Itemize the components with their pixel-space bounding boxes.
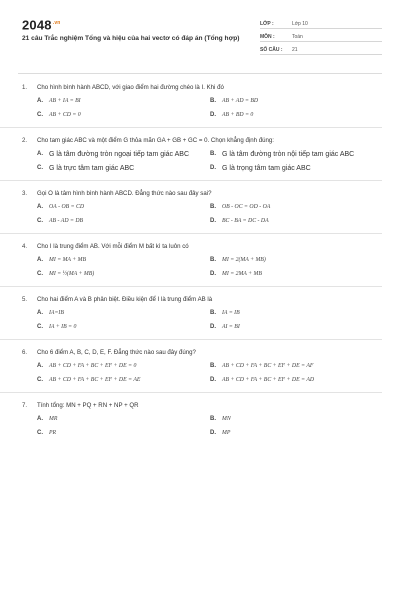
option-text: MR: [49, 416, 58, 422]
option-label: D.: [210, 218, 216, 224]
question-number: 4.: [22, 242, 28, 250]
option-text: G là tâm đường tròn ngoại tiếp tam giác ABC: [49, 150, 190, 158]
option-label: B.: [210, 363, 216, 369]
answer-option-b[interactable]: [210, 200, 383, 214]
option-label: D.: [210, 165, 216, 171]
option-label: D.: [210, 112, 216, 118]
option-label: C.: [37, 271, 43, 277]
answer-option-b[interactable]: [210, 147, 383, 161]
option-text: MI = MA + MB: [49, 257, 87, 263]
question-stem: [22, 239, 382, 253]
question-3: [22, 186, 382, 228]
question-7: [22, 398, 382, 440]
meta-key: LỚP :: [260, 21, 274, 27]
question-divider: [0, 127, 382, 128]
option-label: D.: [210, 377, 216, 383]
site-logo[interactable]: [22, 16, 254, 32]
meta-row-subject: [260, 29, 382, 42]
option-label: D.: [210, 430, 216, 436]
option-label: A.: [37, 363, 43, 369]
question-stem: [22, 398, 382, 412]
document-title: 21 câu Trắc nghiệm Tổng và hiệu của hai vectơ có đáp án (Tổng hợp): [22, 35, 240, 43]
option-label: B.: [210, 98, 216, 104]
answer-option-a[interactable]: [37, 306, 210, 320]
option-label: C.: [37, 377, 43, 383]
question-number: 1.: [22, 83, 28, 91]
header-divider: [18, 73, 382, 74]
option-label: C.: [37, 218, 43, 224]
document-meta: [260, 16, 382, 70]
option-text: MI = 2MA + MB: [222, 271, 262, 277]
option-text: AB + BD = 0: [222, 112, 254, 118]
answer-option-d[interactable]: [210, 214, 383, 228]
answer-option-a[interactable]: [37, 412, 210, 426]
question-divider: [0, 392, 382, 393]
option-text: OA - OB = CD: [49, 204, 85, 210]
option-label: C.: [37, 112, 43, 118]
answer-option-b[interactable]: [210, 412, 383, 426]
option-text: IA + IB = 0: [49, 324, 77, 330]
answer-options: [37, 94, 382, 122]
option-label: A.: [37, 257, 43, 263]
option-label: C.: [37, 430, 43, 436]
option-text: AB - AD = DB: [49, 218, 84, 224]
option-text: OB - OC = OD - OA: [222, 204, 271, 210]
option-text: AB + CD + FA + BC + EF + DE = AF: [222, 363, 314, 369]
option-text: BC - BA = DC - DA: [222, 218, 269, 224]
question-text: Tính tổng: MN + PQ + RN + NP + QR: [37, 401, 139, 409]
meta-value: 21: [292, 47, 298, 53]
option-label: A.: [37, 98, 43, 104]
question-6: [22, 345, 382, 387]
question-stem: [22, 186, 382, 200]
answer-option-d[interactable]: [210, 320, 383, 334]
answer-option-b[interactable]: [210, 253, 383, 267]
option-label: A.: [37, 151, 43, 157]
question-number: 2.: [22, 136, 28, 144]
question-4: [22, 239, 382, 281]
option-label: A.: [37, 204, 43, 210]
meta-value: Toán: [292, 34, 303, 40]
option-text: G là trực tâm tam giác ABC: [49, 164, 135, 172]
question-stem: [22, 133, 382, 147]
answer-option-d[interactable]: [210, 161, 383, 175]
answer-option-c[interactable]: [37, 214, 210, 228]
question-text: Cho 6 điểm A, B, C, D, E, F. Đẳng thức nào sau đây đúng?: [37, 348, 196, 356]
question-divider: [0, 233, 382, 234]
option-label: B.: [210, 416, 216, 422]
answer-option-c[interactable]: [37, 373, 210, 387]
option-label: B.: [210, 257, 216, 263]
meta-key: MÔN :: [260, 34, 275, 40]
question-text: Cho hình bình hành ABCD, với giao điểm hai đường chéo là I. Khi đó: [37, 83, 224, 91]
meta-row-count: [260, 42, 382, 55]
answer-options: [37, 253, 382, 281]
question-text: Gọi O là tâm hình bình hành ABCD. Đẳng thức nào sau đây sai?: [37, 189, 212, 197]
answer-option-a[interactable]: [37, 147, 210, 161]
answer-options: [37, 200, 382, 228]
answer-option-d[interactable]: [210, 108, 383, 122]
question-stem: [22, 345, 382, 359]
logo-suffix: .vn: [52, 20, 61, 26]
answer-option-d[interactable]: [210, 267, 383, 281]
header-left: [22, 16, 254, 70]
answer-options: [37, 147, 382, 175]
option-text: IA=IB: [49, 310, 64, 316]
option-text: AB + CD + FA + BC + EF + DE = AD: [222, 377, 315, 383]
option-text: PR: [49, 430, 57, 436]
logo-text: 2048: [22, 17, 52, 33]
answer-options: [37, 306, 382, 334]
answer-option-c[interactable]: [37, 267, 210, 281]
question-1: [22, 80, 382, 122]
answer-option-b[interactable]: [210, 359, 383, 373]
answer-option-c[interactable]: [37, 108, 210, 122]
option-label: D.: [210, 271, 216, 277]
option-text: AB + CD + FA + BC + EF + DE = 0: [49, 363, 137, 369]
option-label: B.: [210, 310, 216, 316]
answer-options: [37, 359, 382, 387]
meta-value: Lớp 10: [292, 21, 308, 27]
meta-row-class: [260, 16, 382, 29]
answer-option-a[interactable]: [37, 253, 210, 267]
option-text: AB + CD + FA + BC + EF + DE = AE: [49, 377, 141, 383]
answer-options: [37, 412, 382, 440]
meta-key: SỐ CÂU :: [260, 47, 283, 53]
question-number: 6.: [22, 348, 28, 356]
answer-option-a[interactable]: [37, 200, 210, 214]
question-2: [22, 133, 382, 175]
option-text: AB + AD = BD: [222, 98, 259, 104]
option-label: B.: [210, 204, 216, 210]
question-number: 5.: [22, 295, 28, 303]
option-text: G là tâm đường tròn nội tiếp tam giác ABC: [222, 150, 355, 158]
option-label: C.: [37, 324, 43, 330]
question-divider: [0, 180, 382, 181]
question-5: [22, 292, 382, 334]
option-text: AB + CD = 0: [49, 112, 81, 118]
question-list: [22, 80, 382, 440]
option-label: A.: [37, 310, 43, 316]
option-text: AB + IA = BI: [49, 98, 81, 104]
question-number: 3.: [22, 189, 28, 197]
document-header: [22, 16, 382, 70]
option-text: MP: [222, 430, 231, 436]
answer-option-c[interactable]: [37, 161, 210, 175]
question-stem: [22, 292, 382, 306]
option-text: IA = IB: [222, 310, 240, 316]
answer-option-b[interactable]: [210, 94, 383, 108]
option-text: MI = 2(MA + MB): [222, 257, 266, 263]
question-number: 7.: [22, 401, 28, 409]
option-text: MI = ½(MA + MB): [49, 271, 95, 277]
answer-option-a[interactable]: [37, 94, 210, 108]
question-text: Cho hai điểm A và B phân biệt. Điều kiện để I là trung điểm AB là: [37, 295, 213, 303]
question-divider: [0, 286, 382, 287]
option-text: AI = BI: [222, 324, 240, 330]
answer-option-a[interactable]: [37, 359, 210, 373]
answer-option-c[interactable]: [37, 426, 210, 440]
option-label: D.: [210, 324, 216, 330]
question-stem: [22, 80, 382, 94]
question-text: Cho I là trung điểm AB. Với mỗi điểm M bất kì ta luôn có: [37, 242, 189, 250]
option-label: A.: [37, 416, 43, 422]
answer-option-b[interactable]: [210, 306, 383, 320]
option-label: C.: [37, 165, 43, 171]
answer-option-d[interactable]: [210, 426, 383, 440]
answer-option-c[interactable]: [37, 320, 210, 334]
option-text: MN: [222, 416, 231, 422]
answer-option-d[interactable]: [210, 373, 383, 387]
question-divider: [0, 339, 382, 340]
option-text: G là trọng tâm tam giác ABC: [222, 164, 311, 172]
option-label: B.: [210, 151, 216, 157]
question-text: Cho tam giác ABC và một điểm G thỏa mãn GA + GB + GC = 0. Chọn khẳng định đúng:: [37, 136, 274, 144]
